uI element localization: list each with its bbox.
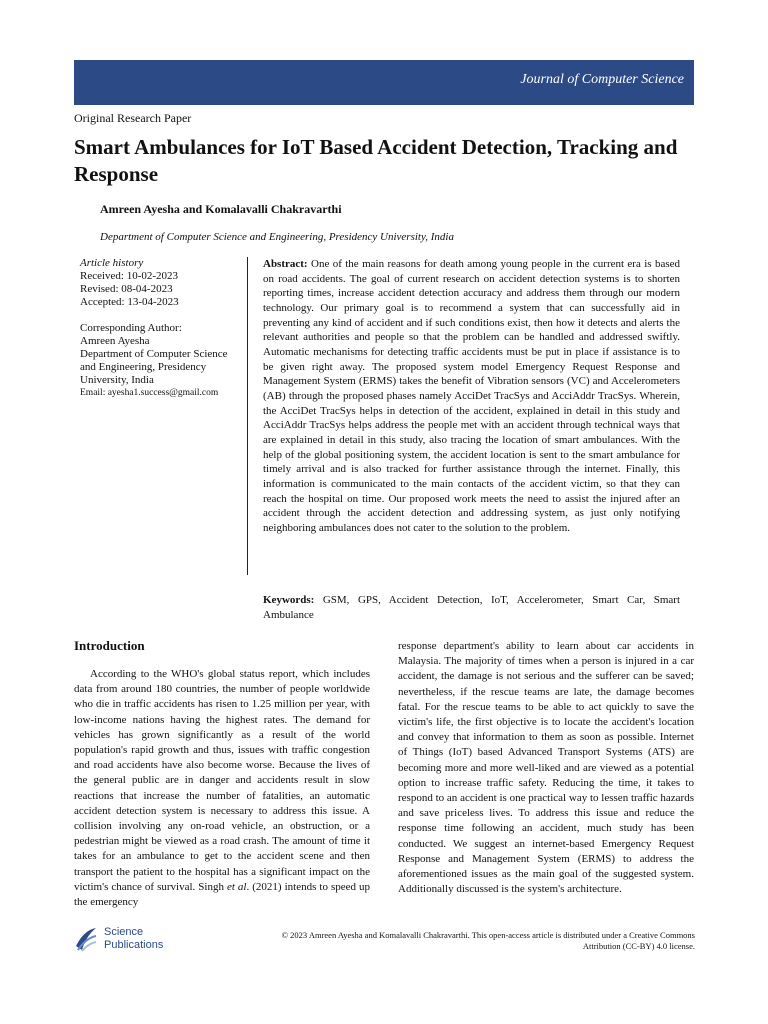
abstract — [263, 257, 680, 535]
keywords-text: GSM, GPS, Accident Detection, IoT, Accelerometer, Smart Car, Smart Ambulance — [263, 594, 681, 621]
abstract-label: Abstract: — [263, 258, 308, 270]
revised-date: Revised: 08-04-2023 — [80, 283, 173, 295]
corresponding-name: Amreen Ayesha — [80, 335, 150, 347]
license-line-2: Attribution (CC-BY) 4.0 license. — [582, 941, 695, 951]
publisher-logo — [74, 924, 174, 958]
logo-line-2: Publications — [104, 939, 164, 951]
license-footer — [240, 930, 695, 952]
journal-banner — [74, 60, 694, 105]
accepted-date: Accepted: 13-04-2023 — [80, 296, 179, 308]
license-line-1: © 2023 Amreen Ayesha and Komalavalli Chakravarthi. This open-access article is distributed under a Creative Commons — [281, 930, 695, 940]
paper-title: Smart Ambulances for IoT Based Accident Detection, Tracking and Response — [74, 135, 678, 186]
intro-etal: et al — [226, 880, 247, 893]
paper-type: Original Research Paper — [74, 111, 192, 125]
intro-para-a: According to the WHO's global status report, which includes data from around 180 countries, the number of people worldwide who die in traffic accidents has risen to 1.25 million per year, with low-income nations having the highest rates. The demand for vehicles has grown significantly as a result of the world population's rapid growth and thus, issues with traffic congestion and road accidents have also become worse. Because the lives of the general public are in danger and accidents result in slow reactions that increase the number of fatalities, an automatic accident detection system is necessary to address this issue. A collision involving any on-road vehicle, an obstruction, or a pedestrian might be viewed as a road crash. The amount of time it takes for an ambulance to get to the accident scene and then transport the patient to the hospital has a significant impact on the victim's chance of survival. Singh — [74, 668, 370, 893]
publisher-logo-icon — [74, 926, 98, 952]
corresponding-affiliation: Department of Computer Science and Engineering, Presidency University, India — [80, 348, 228, 386]
journal-name: Journal of Computer Science — [520, 72, 684, 87]
logo-line-1: Science — [104, 926, 144, 938]
history-label: Article history — [80, 257, 144, 269]
keywords — [263, 593, 680, 623]
corresponding-email[interactable]: Email: ayesha1.success@gmail.com — [80, 388, 219, 398]
keywords-label: Keywords: — [263, 594, 315, 606]
sidebar-divider — [247, 257, 248, 575]
article-sidebar — [80, 257, 240, 400]
section-heading-introduction: Introduction — [74, 638, 145, 653]
corresponding-label: Corresponding Author: — [80, 322, 182, 334]
abstract-text: One of the main reasons for death among young people in the current era is based on road accidents. The goal of current research on accident detection systems is to shorten reporting times, increase accident detection accuracy and address them through our modern technology. Our primary goal is to recommend a system that can successfully aid in preventing any kind of accident and if such conditions exist, then how it detects and alerts the relevant authorities and people so that the problem can be handled and addressed swiftly. Automatic mechanisms for detecting traffic accidents must be put in place if assistance is to be given right away. The proposed system model Emergency Request Response and Management System (ERMS) takes the benefit of Vibration sensors (VC) and Accelerometers (AB) through the proposed phases namely AcciDet TracSys and AcciAddr TracSys. Wherein, the AcciDet TracSys helps in detection of the accident, explained in detail in this study and AcciAddr TracSys helps address the people met with an accident through technical ways that are explained in detail in this study, also tracing the location of smart ambulances. With the help of the global positioning system, the accident location is sent to the smart ambulance for timely arrival and is also tracked for further assistance through the internet. Finally, this information is communicated to the main contacts of the accident victim, so that they can reach the hospital on time. Our proposed work meets the need to assist the injured after an accident through the accident detection and addressing system, as just only notifying neighboring ambulances does not cater to the solution to the problem. — [263, 258, 680, 534]
affiliation: Department of Computer Science and Engineering, Presidency University, India — [100, 231, 454, 243]
intro-column-left — [74, 667, 370, 910]
received-date: Received: 10-02-2023 — [80, 270, 179, 282]
authors: Amreen Ayesha and Komalavalli Chakravarthi — [100, 202, 342, 216]
intro-para-b: . (2021) intends to speed up the emergency — [74, 880, 371, 909]
intro-column-right: response department's ability to learn about car accidents in Malaysia. The majority of times when a person is injured in a car accident, the damage is not serious and the sufferer can be saved; nevertheless, if the rescue teams are late, the damage becomes fatal. For the rescue teams to be able to act quickly to save the victim's life, the first objective is to locate the accident's location and convey that information to them as soon as possible. Internet of Things (IoT) based Advanced Transport Systems (ATS) are becoming more and more well-liked and are viewed as a potential option to increase traffic safety. Reducing the time, it takes to respond to an accident is one practical way to lessen traffic hazards and save priceless lives. To address this issue and reduce the response time following an accident, much study has been conducted. We suggest an internet-based Emergency Request Response and Management System (ERMS) to address the aforementioned issues as the main goal of the suggested system. Additionally discussed is the system's architecture. — [398, 640, 694, 896]
